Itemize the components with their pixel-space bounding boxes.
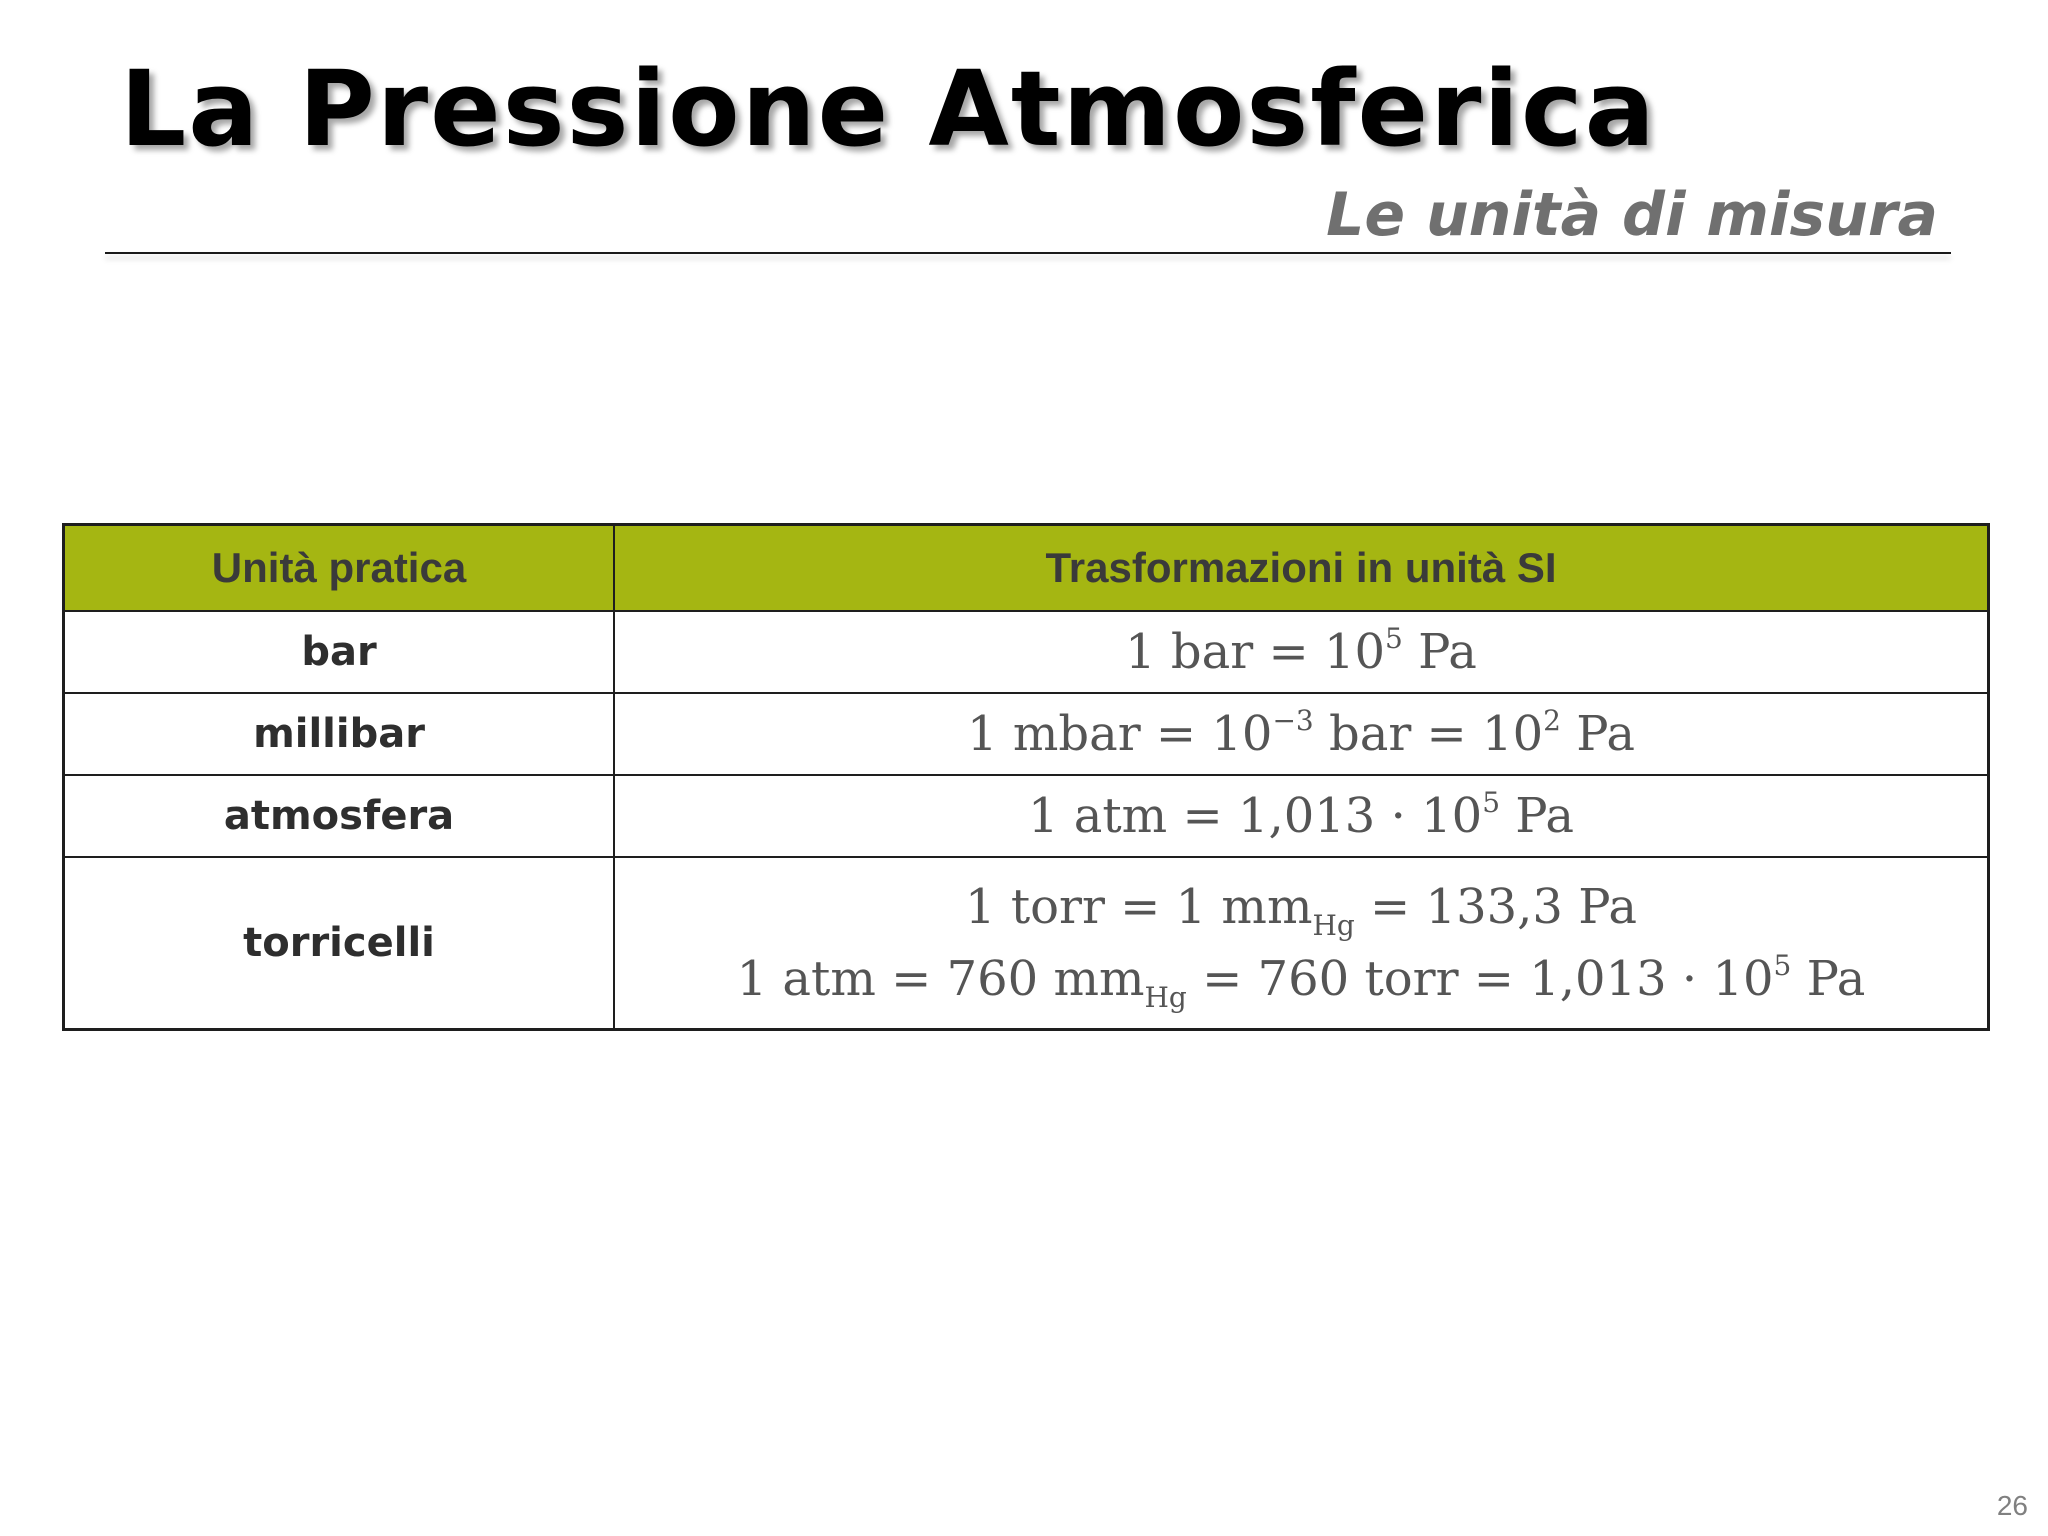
formula-text: Pa bbox=[1402, 624, 1477, 680]
formula-text: 1 atm = 1,013 · 10 bbox=[1027, 788, 1483, 844]
formula-text: 1 atm = 760 mm bbox=[736, 950, 1145, 1007]
formula-text: Pa bbox=[1791, 950, 1866, 1007]
conversion-cell bbox=[614, 775, 1989, 857]
slide-title: La Pressione Atmosferica bbox=[120, 48, 1657, 170]
units-conversion-table bbox=[62, 523, 1990, 1031]
unit-cell: atmosfera bbox=[64, 775, 615, 857]
table-row bbox=[64, 775, 1989, 857]
title-divider bbox=[105, 252, 1951, 254]
table-body bbox=[64, 611, 1989, 1029]
formula-subscript: Hg bbox=[1312, 908, 1355, 942]
conversion-formula bbox=[615, 943, 1987, 1015]
unit-cell: millibar bbox=[64, 693, 615, 775]
formula-text: Pa bbox=[1500, 788, 1575, 844]
header-unit: Unità pratica bbox=[64, 525, 615, 612]
formula-text: = 760 torr = 1,013 · 10 bbox=[1186, 950, 1774, 1007]
conversion-cell bbox=[614, 857, 1989, 1029]
slide-subtitle: Le unità di misura bbox=[1326, 180, 1938, 250]
unit-cell: bar bbox=[64, 611, 615, 693]
unit-cell: torricelli bbox=[64, 857, 615, 1029]
formula-exponent: 2 bbox=[1543, 704, 1561, 737]
formula-text: bar = 10 bbox=[1313, 706, 1544, 762]
formula-text: 1 mbar = 10 bbox=[967, 706, 1273, 762]
conversion-formula bbox=[615, 780, 1987, 852]
formula-subscript: Hg bbox=[1144, 980, 1187, 1014]
table-row bbox=[64, 857, 1989, 1029]
page-number: 26 bbox=[1996, 1490, 2028, 1521]
formula-exponent: 5 bbox=[1482, 786, 1501, 819]
table-header-row bbox=[64, 525, 1989, 612]
header-conversion: Trasformazioni in unità SI bbox=[614, 525, 1989, 612]
conversion-cell bbox=[614, 693, 1989, 775]
conversion-cell bbox=[614, 611, 1989, 693]
formula-exponent: 5 bbox=[1385, 622, 1403, 655]
formula-exponent: 5 bbox=[1773, 948, 1792, 982]
formula-exponent: −3 bbox=[1272, 704, 1314, 737]
formula-text: = 133,3 Pa bbox=[1354, 878, 1637, 935]
table-row bbox=[64, 693, 1989, 775]
formula-text: 1 bar = 10 bbox=[1125, 624, 1386, 680]
conversion-formula bbox=[615, 871, 1987, 943]
formula-text: 1 torr = 1 mm bbox=[965, 878, 1313, 935]
table-row bbox=[64, 611, 1989, 693]
conversion-formula bbox=[615, 616, 1987, 688]
formula-text: Pa bbox=[1560, 706, 1635, 762]
conversion-formula bbox=[615, 698, 1987, 770]
